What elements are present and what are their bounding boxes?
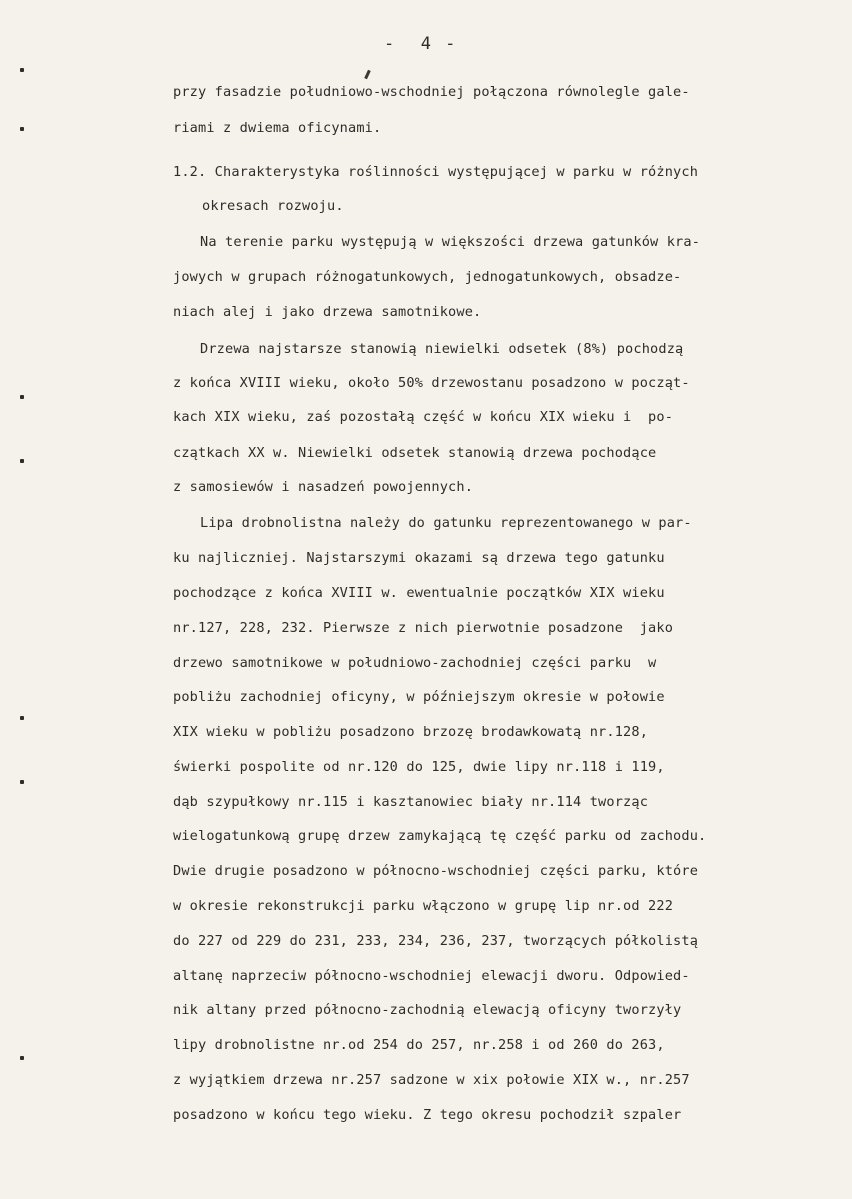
text-line: Dwie drugie posadzono w północno-wschodniej części parku, które bbox=[173, 863, 699, 879]
text-line: Lipa drobnolistna należy do gatunku reprezentowanego w par- bbox=[200, 515, 692, 531]
text-line: niach alej i jako drzewa samotnikowe. bbox=[173, 304, 482, 320]
margin-mark bbox=[20, 716, 24, 720]
margin-mark bbox=[20, 68, 24, 72]
margin-mark bbox=[20, 127, 24, 131]
text-line: nik altany przed północno-zachodnią elewacją oficyny tworzyły bbox=[173, 1002, 682, 1018]
page-number: - 4 - bbox=[384, 34, 458, 54]
text-line: ku najliczniej. Najstarszymi okazami są drzewa tego gatunku bbox=[173, 550, 665, 566]
text-line: kach XIX wieku, zaś pozostałą część w końcu XIX wieku i po- bbox=[173, 409, 674, 425]
text-line: altanę naprzeciw północno-wschodniej elewacji dworu. Odpowied- bbox=[173, 968, 690, 984]
margin-mark bbox=[20, 1056, 24, 1060]
text-line: z samosiewów i nasadzeń powojennych. bbox=[173, 479, 474, 495]
text-line: pochodzące z końca XVIII w. ewentualnie początków XIX wieku bbox=[173, 585, 665, 601]
text-line: posadzono w końcu tego wieku. Z tego okresu pochodził szpaler bbox=[173, 1107, 682, 1123]
text-line: lipy drobnolistne nr.od 254 do 257, nr.258 i od 260 do 263, bbox=[173, 1037, 665, 1053]
text-line: XIX wieku w pobliżu posadzono brzozę brodawkowatą nr.128, bbox=[173, 724, 649, 740]
text-line: nr.127, 228, 232. Pierwsze z nich pierwotnie posadzone jako bbox=[173, 620, 674, 636]
text-line: świerki pospolite od nr.120 do 125, dwie lipy nr.118 i 119, bbox=[173, 759, 665, 775]
text-line: przy fasadzie południowo-wschodniej połączona równolegle gale- bbox=[173, 84, 690, 100]
pencil-tick bbox=[364, 70, 371, 79]
text-line: Drzewa najstarsze stanowią niewielki odsetek (8%) pochodzą bbox=[200, 341, 684, 357]
text-line: czątkach XX w. Niewielki odsetek stanowią drzewa pochodące bbox=[173, 445, 657, 461]
margin-mark bbox=[20, 780, 24, 784]
margin-mark bbox=[20, 459, 24, 463]
text-line: dąb szypułkowy nr.115 i kasztanowiec biały nr.114 tworząc bbox=[173, 794, 649, 810]
text-line: jowych w grupach różnogatunkowych, jednogatunkowych, obsadze- bbox=[173, 269, 682, 285]
text-line: z końca XVIII wieku, około 50% drzewostanu posadzono w począt- bbox=[173, 375, 690, 391]
text-line: Na terenie parku występują w większości drzewa gatunków kra- bbox=[200, 234, 701, 250]
section-heading: 1.2. Charakterystyka roślinności występującej w parku w różnych bbox=[173, 164, 699, 180]
section-heading: okresach rozwoju. bbox=[202, 198, 344, 214]
text-line: z wyjątkiem drzewa nr.257 sadzone w xix połowie XIX w., nr.257 bbox=[173, 1072, 690, 1088]
text-line: drzewo samotnikowe w południowo-zachodniej części parku w bbox=[173, 655, 657, 671]
text-line: riami z dwiema oficynami. bbox=[173, 120, 382, 136]
text-line: pobliżu zachodniej oficyny, w późniejszym okresie w połowie bbox=[173, 689, 665, 705]
text-line: w okresie rekonstrukcji parku włączono w grupę lip nr.od 222 bbox=[173, 898, 674, 914]
text-line: wielogatunkową grupę drzew zamykającą tę część parku od zachodu. bbox=[173, 828, 707, 844]
text-line: do 227 od 229 do 231, 233, 234, 236, 237, tworzących półkolistą bbox=[173, 933, 699, 949]
margin-mark bbox=[20, 395, 24, 399]
